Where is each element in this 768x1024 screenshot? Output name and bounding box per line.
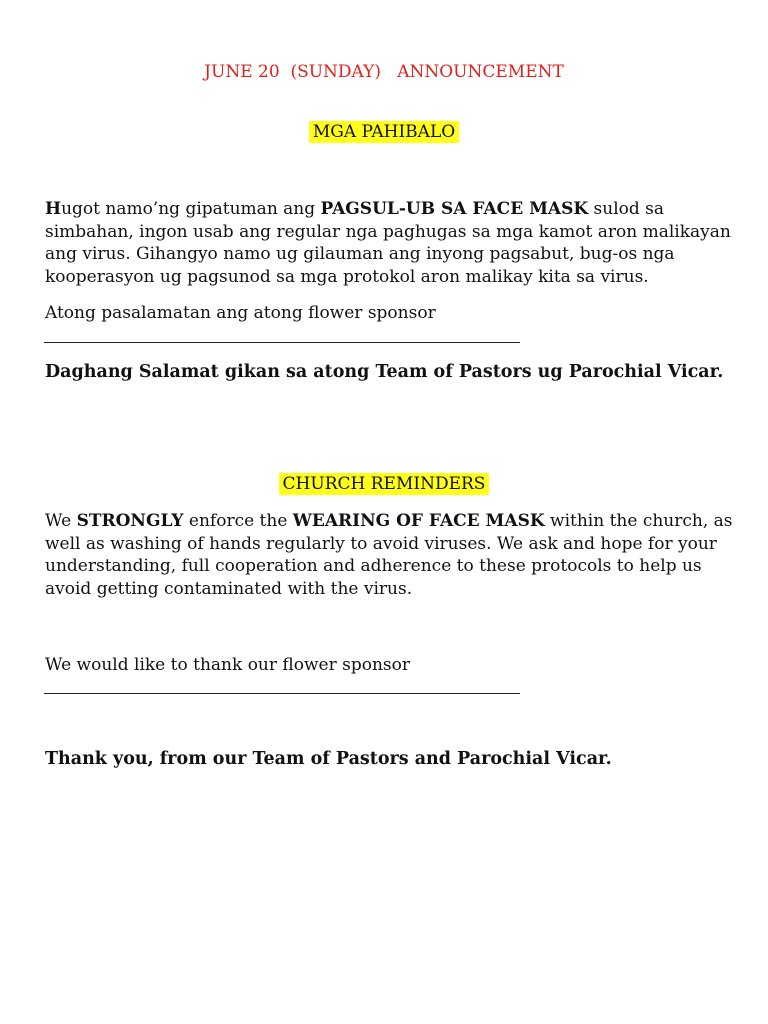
sponsor-blank-line [44,693,520,694]
section-heading-pahibalo [0,122,768,142]
pahibalo-text-part1: ugot namo’ng gipatuman ang [61,199,321,219]
sponsor-blank-line [44,342,520,343]
thanks-text-ceb: Daghang Salamat gikan sa atong Team of Pastors ug Parochial Vicar. [45,362,724,382]
reminders-paragraph [45,510,735,600]
thanks-text-en: Thank you, from our Team of Pastors and Parochial Vicar. [45,749,612,769]
reminders-text-part3: within the church, as well as washing of hands regularly to avoid viruses. We ask and hope for your understanding, full cooperation and adherence to these protocols to help us avoid getting contaminated with the virus. [45,511,733,599]
section-heading-reminders [0,474,768,494]
reminders-bold-face-mask: WEARING OF FACE MASK [292,511,545,531]
section-heading-reminders-text: CHURCH REMINDERS [279,473,490,495]
flower-sponsor-text-ceb: Atong pasalamatan ang atong flower sponsor [45,303,436,323]
pahibalo-bold-text: PAGSUL-UB SA FACE MASK [320,199,589,219]
section-heading-pahibalo-text: MGA PAHIBALO [309,121,459,143]
reminders-text-part1: We [45,511,77,531]
pahibalo-paragraph [45,198,735,288]
reminders-text-part2: enforce the [183,511,293,531]
announcement-title: JUNE 20 (SUNDAY) ANNOUNCEMENT [204,62,564,82]
flower-sponsor-text-en: We would like to thank our flower sponsor [45,655,410,675]
reminders-bold-strongly: STRONGLY [76,511,184,531]
pahibalo-text-part2: sulod sa simbahan, ingon usab ang regular nga paghugas sa mga kamot aron malikayan ang virus. Gihangyo namo ug gilauman ang inyong pagsabut, bug-os nga kooperasyon ug pagsunod sa mga protokol aron malikay kita sa virus. [45,199,731,287]
drop-letter: H [45,199,62,219]
